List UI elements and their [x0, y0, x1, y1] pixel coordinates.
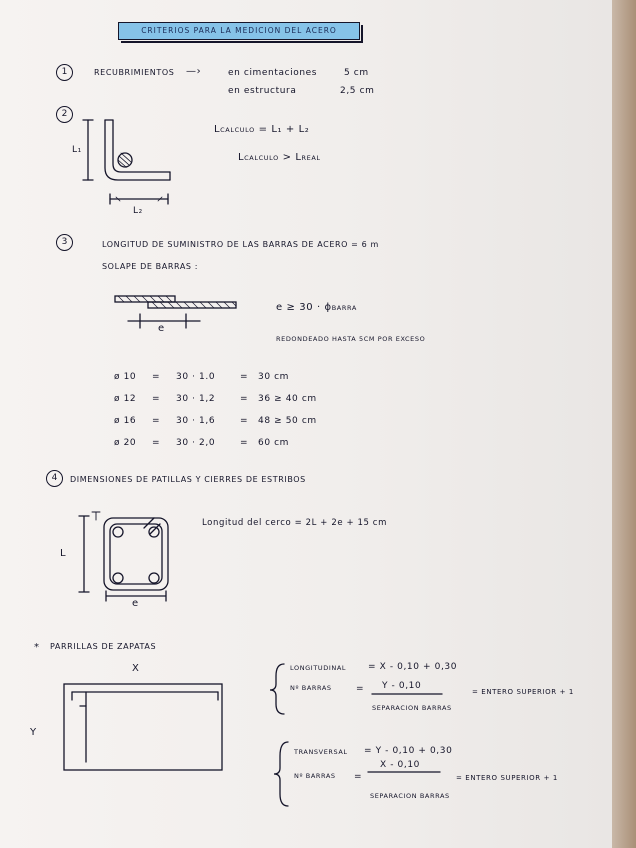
- lap-splice-sketch: [115, 296, 236, 328]
- cell-eq2: =: [240, 438, 249, 448]
- cell-eq: =: [152, 438, 161, 448]
- cell-diameter: ø 12: [114, 394, 137, 404]
- s5-nb2-num: X - 0,10: [380, 760, 420, 770]
- s1-arrow: —›: [186, 66, 202, 77]
- cell-result: 36 ≥ 40 cm: [258, 394, 317, 404]
- s5-nb1-res: = ENTERO SUPERIOR + 1: [472, 688, 574, 696]
- s2-f2-sub: CALCULO: [244, 154, 279, 162]
- s5-title: PARRILLAS DE ZAPATAS: [50, 642, 157, 651]
- s2-f1-sub: CALCULO: [220, 126, 255, 134]
- stirrup-sketch: [79, 512, 168, 601]
- s2-f1-left: L: [214, 124, 221, 135]
- s5-x-label: X: [132, 663, 140, 674]
- s4-e-label: e: [132, 598, 139, 609]
- brace-marks: [270, 664, 288, 806]
- s4-l-label: L: [60, 548, 67, 559]
- s5-long-label: LONGITUDINAL: [290, 664, 347, 672]
- cell-calc: 30 · 2,0: [176, 438, 216, 448]
- cell-eq2: =: [240, 394, 249, 404]
- s5-nb2-den: SEPARACION BARRAS: [370, 792, 450, 800]
- s5-nb1-num: Y - 0,10: [382, 681, 422, 691]
- s4-line: DIMENSIONES DE PATILLAS Y CIERRES DE ESTRIBOS: [70, 475, 306, 484]
- s1-row2-label: en estructura: [228, 86, 297, 96]
- s1-label: RECUBRIMIENTOS: [94, 68, 175, 77]
- cell-calc: 30 · 1,6: [176, 416, 216, 426]
- section-1-number: 1: [56, 64, 73, 81]
- s2-formula1: [214, 124, 309, 135]
- cell-result: 60 cm: [258, 438, 290, 448]
- s2-formula2: [238, 152, 321, 163]
- s3-note: REDONDEADO HASTA 5CM POR EXCESO: [276, 335, 426, 343]
- s4-formula: Longitud del cerco = 2L + 2e + 15 cm: [202, 518, 387, 528]
- cell-calc: 30 · 1.0: [176, 372, 216, 382]
- s2-l1-label: L₁: [72, 145, 82, 155]
- cell-result: 30 cm: [258, 372, 290, 382]
- cell-calc: 30 · 1,2: [176, 394, 216, 404]
- s5-y-label: Y: [30, 727, 37, 738]
- cell-result: 48 ≥ 50 cm: [258, 416, 317, 426]
- cell-diameter: ø 20: [114, 438, 137, 448]
- s1-row1-value: 5 cm: [344, 68, 369, 78]
- s3-line2: SOLAPE DE BARRAS :: [102, 262, 199, 271]
- bent-bar-sketch: [83, 120, 170, 204]
- s5-nb2-res: = ENTERO SUPERIOR + 1: [456, 774, 558, 782]
- s5-nb1-den: SEPARACION BARRAS: [372, 704, 452, 712]
- page-title: CRITERIOS PARA LA MEDICION DEL ACERO: [118, 22, 360, 40]
- s5-nb2-label: Nº BARRAS: [294, 772, 336, 780]
- s5-trans-formula: = Y - 0,10 + 0,30: [364, 746, 453, 756]
- s1-row2-value: 2,5 cm: [340, 86, 375, 96]
- s2-f2-left: L: [238, 152, 245, 163]
- s5-nb1-eq: =: [356, 684, 365, 694]
- cell-eq: =: [152, 394, 161, 404]
- cell-eq2: =: [240, 416, 249, 426]
- section-4-number: 4: [46, 470, 63, 487]
- s2-f1-right: = L₁ + L₂: [258, 124, 310, 135]
- s1-row1-label: en cimentaciones: [228, 68, 318, 78]
- s2-l2-label: L₂: [133, 206, 143, 216]
- s5-long-formula: = X - 0,10 + 0,30: [368, 662, 458, 672]
- s2-f2-mid: > L: [282, 152, 302, 163]
- s5-nb1-label: Nº BARRAS: [290, 684, 332, 692]
- cell-eq: =: [152, 372, 161, 382]
- s5-trans-label: TRANSVERSAL: [294, 748, 348, 756]
- s3-formula-sub: BARRA: [331, 304, 357, 312]
- cell-diameter: ø 16: [114, 416, 137, 426]
- s3-formula-main: e ≥ 30 · ϕ: [276, 302, 332, 313]
- section-3-number: 3: [56, 234, 73, 251]
- s5-bullet: *: [34, 642, 40, 653]
- s5-nb2-eq: =: [354, 772, 363, 782]
- section-2-number: 2: [56, 106, 73, 123]
- s3-line1: LONGITUD DE SUMINISTRO DE LAS BARRAS DE ACERO = 6 m: [102, 240, 379, 249]
- cell-eq2: =: [240, 372, 249, 382]
- s3-formula: [276, 302, 357, 313]
- cell-eq: =: [152, 416, 161, 426]
- footing-grid-sketch: [64, 684, 222, 770]
- cell-diameter: ø 10: [114, 372, 137, 382]
- s3-e-label: e: [158, 323, 165, 334]
- s2-f2-sub2: REAL: [301, 154, 321, 162]
